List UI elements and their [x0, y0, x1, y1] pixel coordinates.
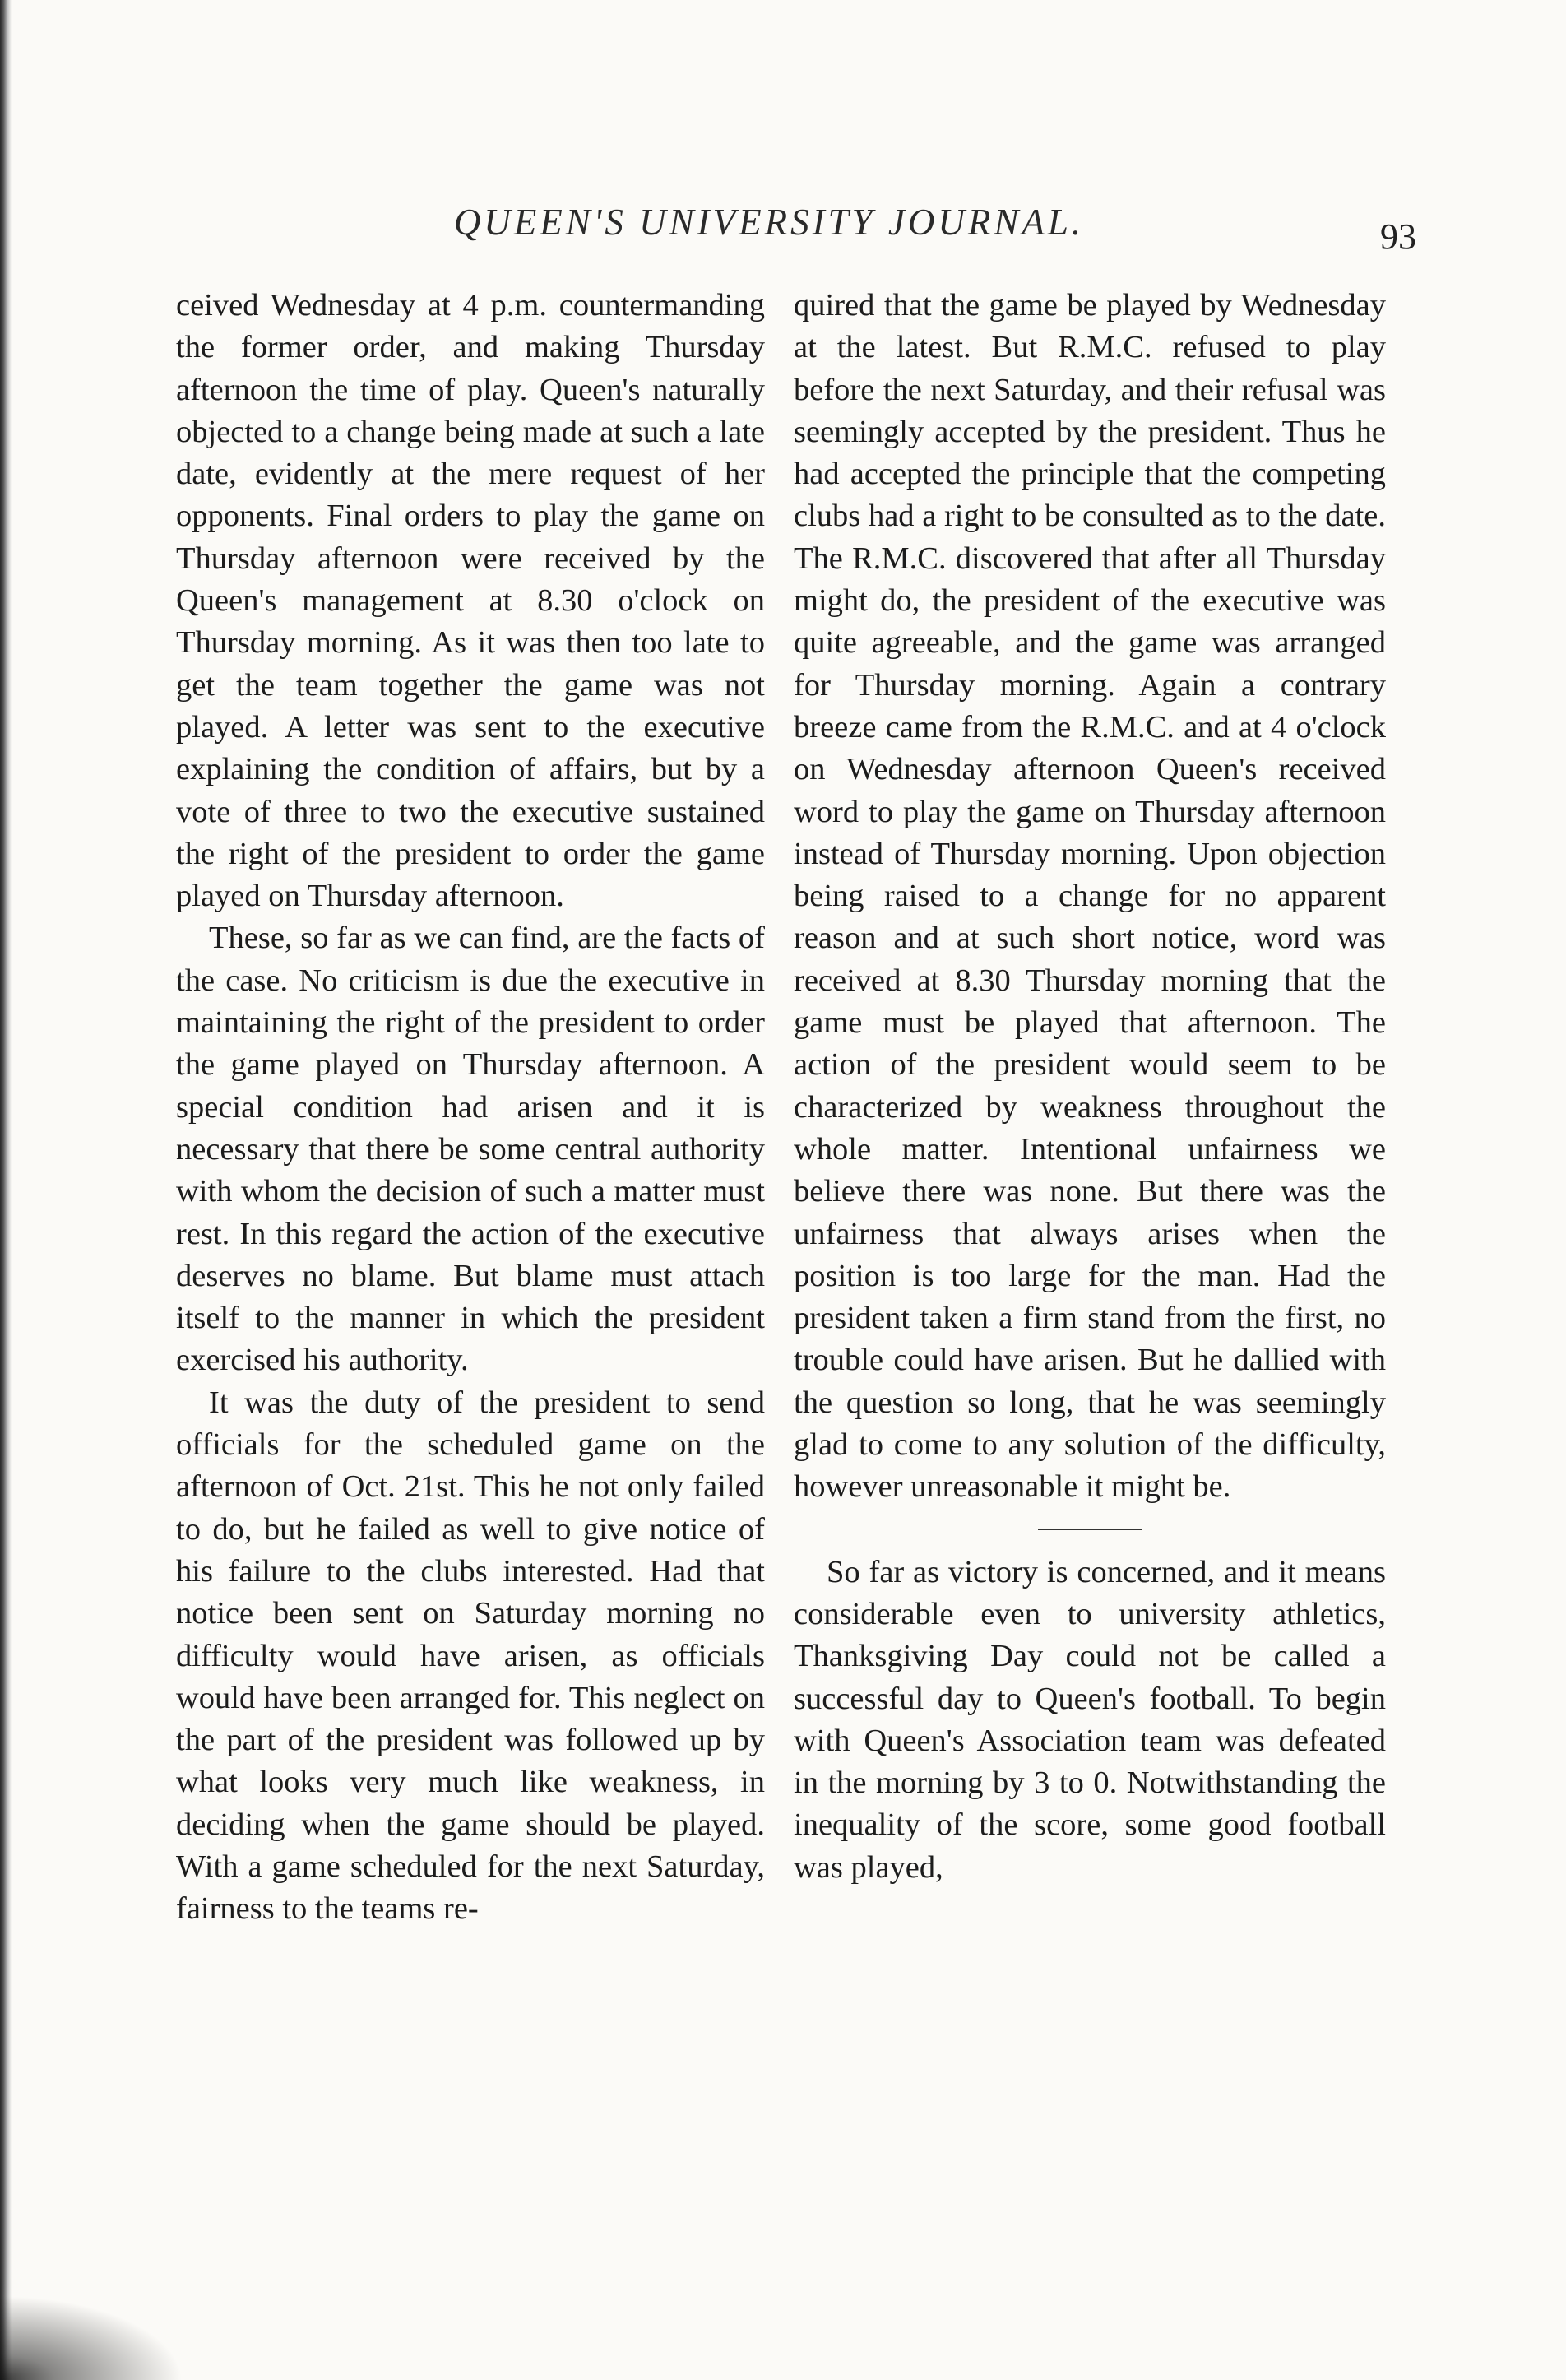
- left-column: [176, 285, 765, 1931]
- section-divider: [1038, 1529, 1142, 1530]
- paragraph: It was the duty of the president to send officials for the scheduled game on the afternoon of Oct. 21st. This he not only failed to do, but he failed as well to give notice of his failure to the clubs interested. Had that notice been sent on Saturday morning no difficulty would have arisen, as officials would have been arranged for. This neglect on the part of the president was followed up by what looks very much like weakness, in deciding when the game should be played. With a game scheduled for the next Saturday, fairness to the teams re-: [176, 1385, 765, 1927]
- right-column: [794, 285, 1386, 1889]
- corner-shadow: [0, 2281, 214, 2380]
- binding-edge-shadow: [0, 0, 12, 2380]
- running-head: QUEEN'S UNIVERSITY JOURNAL.: [453, 202, 1085, 243]
- paragraph: quired that the game be played by Wednesday at the latest. But R.M.C. refused to play before the next Saturday, and their refusal was seemingly accepted by the president. Thus he had accepted the principle that the competing clubs had a right to be consulted as to the date. The R.M.C. discovered that after all Thursday might do, the president of the executive was quite agreeable, and the game was arranged for Thursday morning. Again a contrary breeze came from the R.M.C. and at 4 o'clock on Wednesday afternoon Queen's received word to play the game on Thursday afternoon instead of Thursday morning. Upon objection being raised to a change for no apparent reason and at such short notice, word was received at 8.30 Thursday morning that the game must be played that afternoon. The action of the president would seem to be characterized by weakness throughout the whole matter. Intentional unfairness we believe there was none. But there was the unfairness that always arises when the position is too large for the man. Had the president taken a firm stand from the first, no trouble could have arisen. But he dallied with the question so long, that he was seemingly glad to come to any solution of the difficulty, however unreasonable it might be.: [794, 288, 1386, 1505]
- paragraph: ceived Wednesday at 4 p.m. countermanding the former order, and making Thursday afternoon the time of play. Queen's naturally objected to a change being made at such a late date, evidently at the mere request of her opponents. Final orders to play the game on Thursday afternoon were received by the Queen's management at 8.30 o'clock on Thursday morning. As it was then too late to get the team together the game was not played. A letter was sent to the executive explaining the condition of affairs, but by a vote of three to two the executive sustained the right of the president to order the game played on Thursday afternoon.: [176, 288, 765, 914]
- paragraph: These, so far as we can find, are the facts of the case. No criticism is due the executive in maintaining the right of the president to order the game played on Thursday afternoon. A special condition had arisen and it is necessary that there be some central authority with whom the decision of such a matter must rest. In this regard the action of the executive deserves no blame. But blame must attach itself to the manner in which the president exercised his authority.: [176, 921, 765, 1378]
- page-number: 93: [1380, 216, 1416, 257]
- paragraph: So far as victory is concerned, and it means considerable even to university athletics, Thanksgiving Day could not be called a successful day to Queen's football. To begin with Queen's Association team was defeated in the morning by 3 to 0. Notwithstanding the inequality of the score, some good football was played,: [794, 1554, 1386, 1885]
